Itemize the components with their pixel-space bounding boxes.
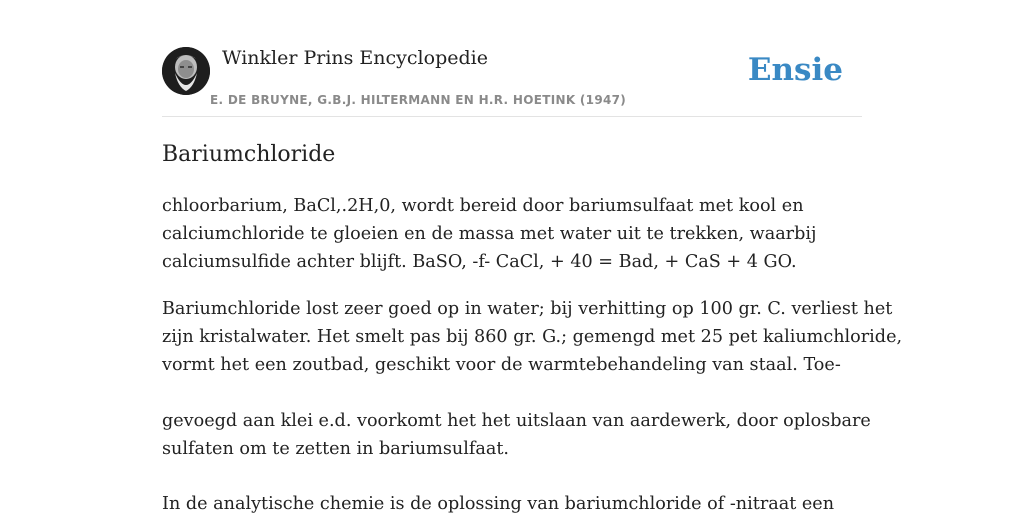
- paragraph-line: zijn kristalwater. Het smelt pas bij 860 gr. G.; gemengd met 25 pet kaliumchloride,: [162, 327, 903, 347]
- article-paragraph: [162, 407, 871, 463]
- article-paragraph: [162, 490, 862, 518]
- site-header: [162, 0, 862, 117]
- article-paragraph: [162, 192, 862, 276]
- article-page: [162, 0, 903, 514]
- article-paragraph: [162, 295, 903, 379]
- paragraph-line: vormt het een zoutbad, geschikt voor de warmtebehandeling van staal. Toe-: [162, 355, 841, 375]
- paragraph-line: gevoegd aan klei e.d. voorkomt het het uitslaan van aardewerk, door oplosbare: [162, 411, 871, 431]
- site-subtitle: E. DE BRUYNE, G.B.J. HILTERMANN EN H.R. HOETINK (1947): [210, 93, 627, 107]
- author-avatar-icon[interactable]: [162, 47, 210, 95]
- ensie-logo[interactable]: Ensie: [747, 52, 843, 88]
- paragraph-line: sulfaten om te zetten in bariumsulfaat.: [162, 439, 509, 459]
- paragraph-line: calciumsulfide achter blijft. BaSO, -f- CaCl, + 40 = Bad, + CaS + 4 GO.: [162, 252, 797, 272]
- paragraph-line: Bariumchloride lost zeer goed op in water; bij verhitting op 100 gr. C. verliest het: [162, 299, 893, 319]
- paragraph-line: chloorbarium, BaCl,.2H,0, wordt bereid door bariumsulfaat met kool en: [162, 196, 804, 216]
- paragraph-line: calciumchloride te gloeien en de massa met water uit te trekken, waarbij: [162, 224, 817, 244]
- article-title: Bariumchloride: [162, 142, 336, 167]
- site-title[interactable]: Winkler Prins Encyclopedie: [222, 47, 488, 69]
- paragraph-line: In de analytische chemie is de oplossing van bariumchloride of -nitraat een: [162, 494, 835, 514]
